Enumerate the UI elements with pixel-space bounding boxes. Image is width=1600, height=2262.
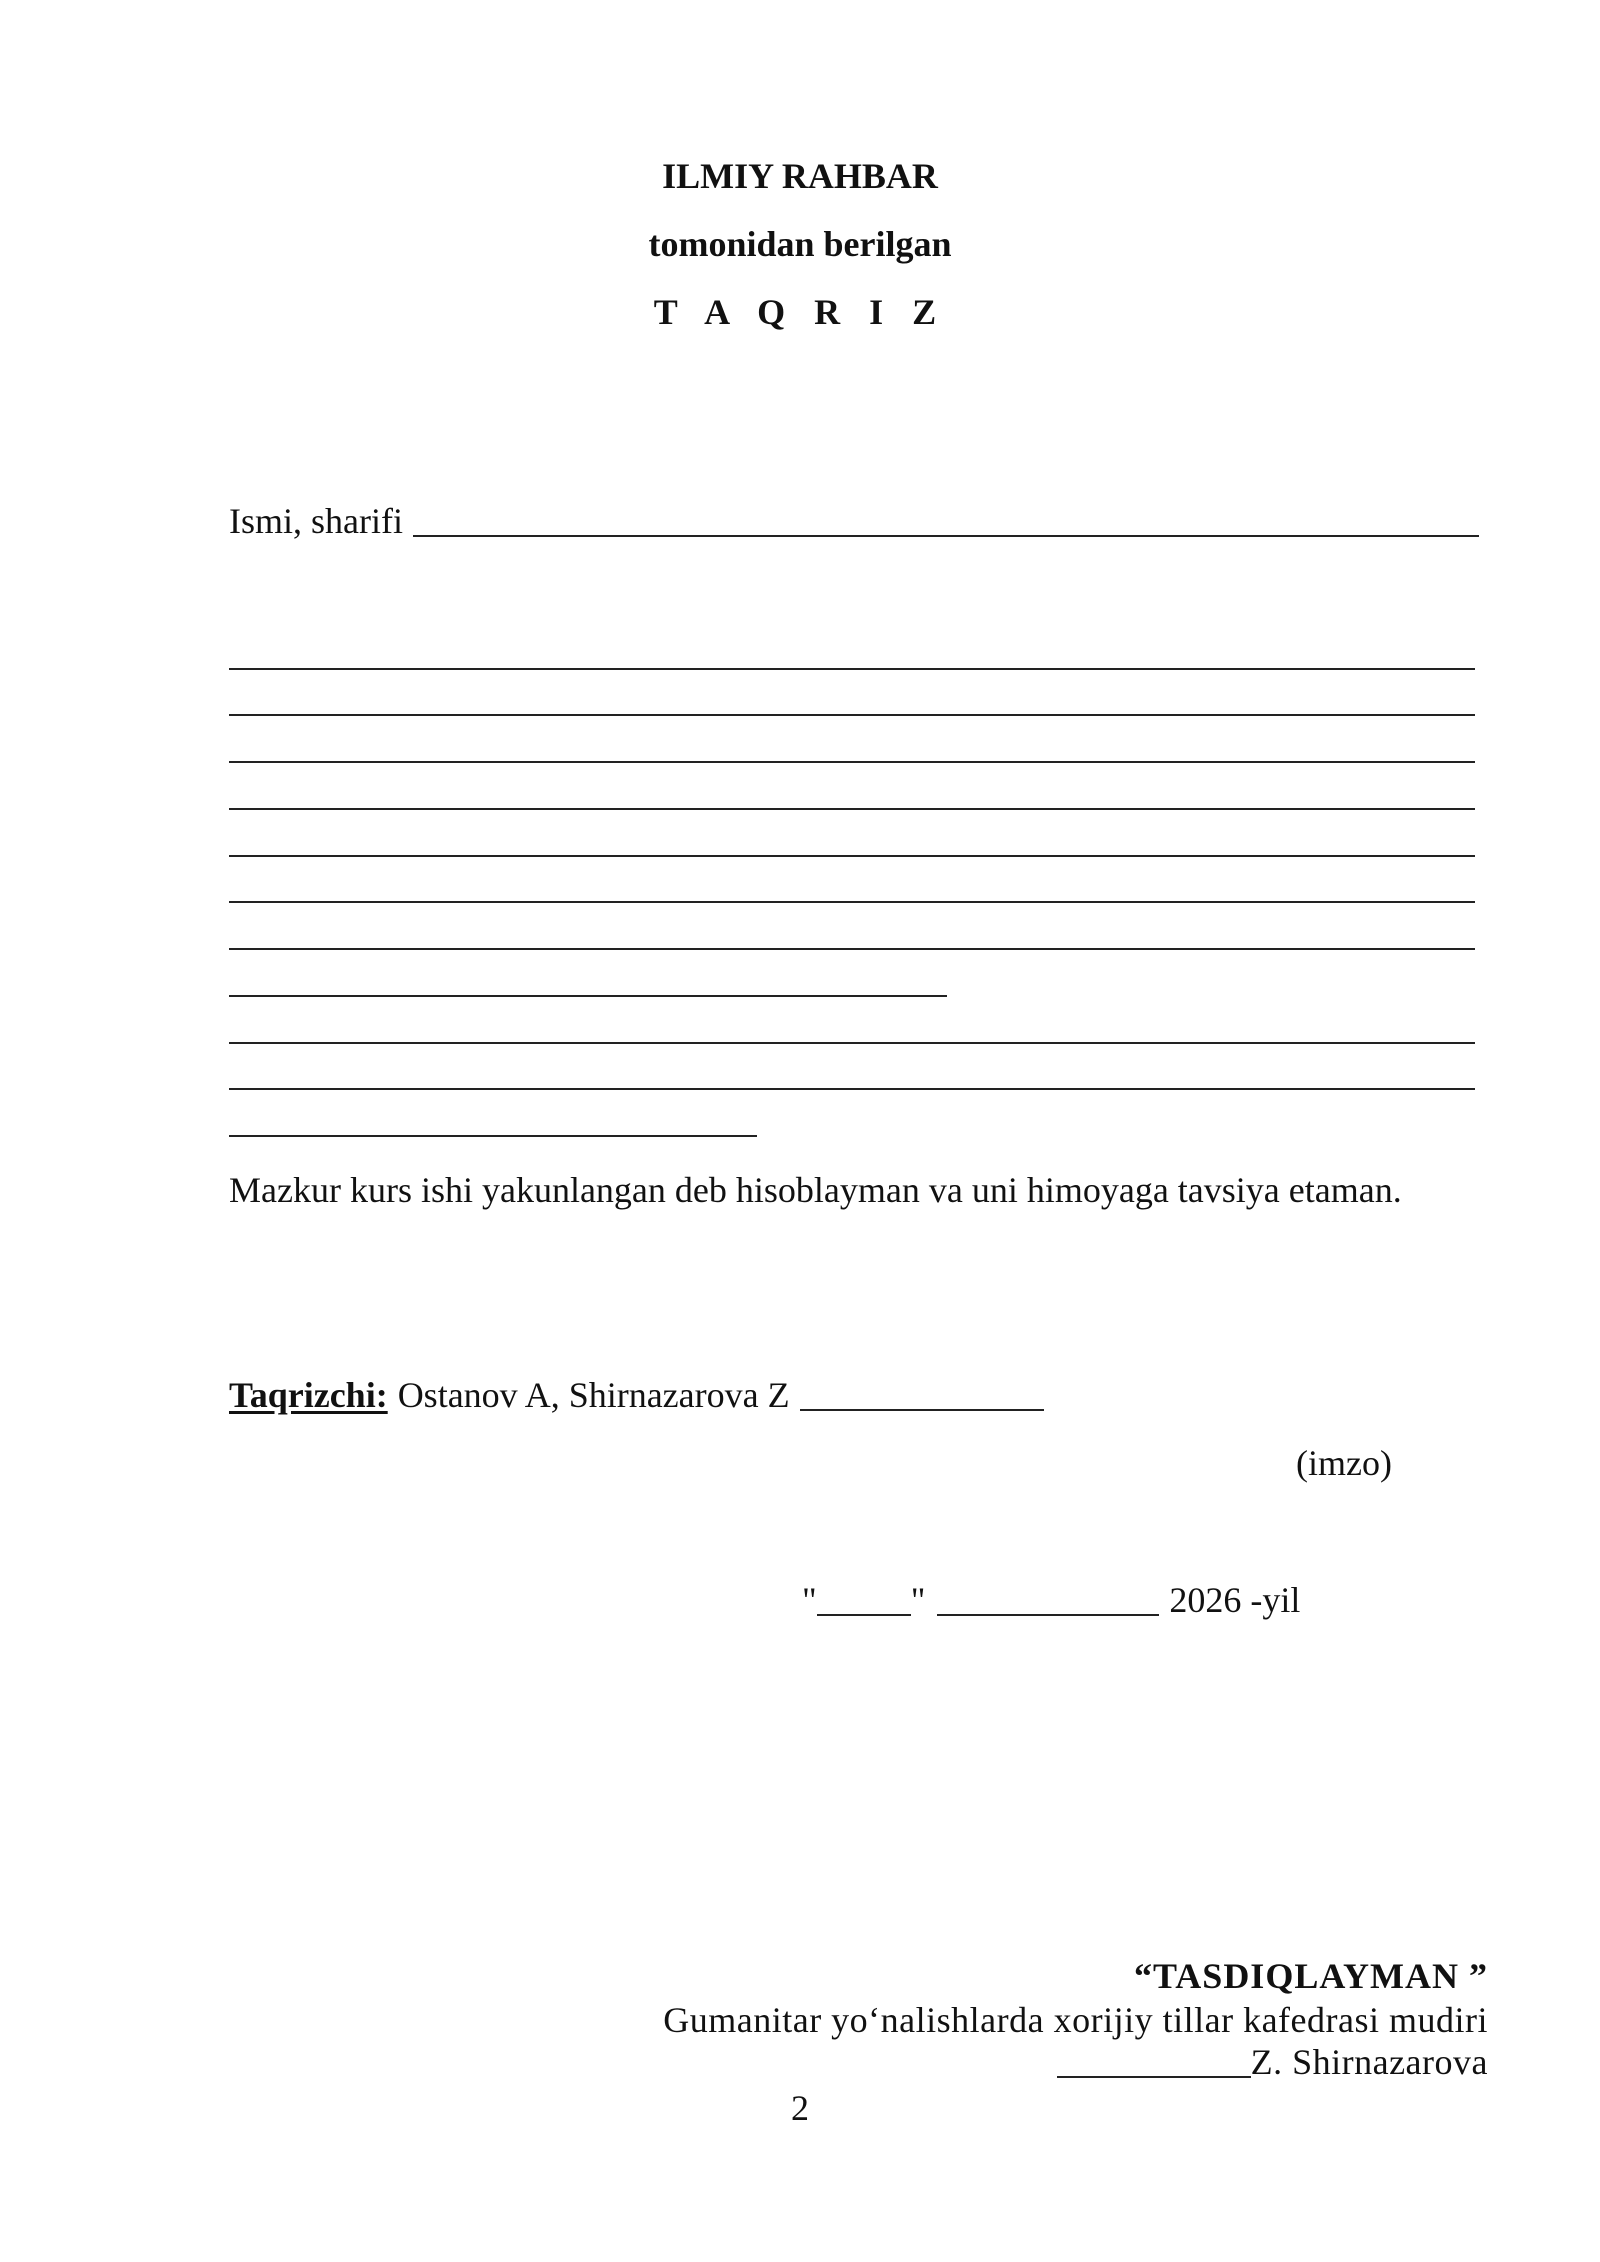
reviewer-signature-blank[interactable]: [800, 1377, 1044, 1411]
reviewer-row: [229, 1375, 1044, 1415]
review-blank-line[interactable]: [229, 761, 1475, 763]
document-title-line-1: ILMIY RAHBAR: [662, 156, 938, 196]
page-number: 2: [791, 2088, 809, 2128]
date-close-quote: ": [910, 1580, 926, 1620]
name-field-blank[interactable]: [413, 501, 1479, 537]
review-blank-line[interactable]: [229, 948, 1475, 950]
review-blank-line[interactable]: [229, 668, 1475, 670]
name-field-row: [229, 497, 1479, 541]
date-month-blank[interactable]: [937, 1582, 1159, 1616]
date-open-quote: ": [802, 1580, 817, 1620]
review-blank-line[interactable]: [229, 1088, 1475, 1090]
review-blank-line[interactable]: [229, 901, 1475, 903]
review-blank-line-short[interactable]: [229, 1135, 757, 1137]
approval-signature-blank[interactable]: [1057, 2044, 1251, 2078]
document-title-line-2: tomonidan berilgan: [648, 224, 952, 264]
approval-department: Gumanitar yo‘nalishlarda xorijiy tillar kafedrasi mudiri: [663, 2000, 1488, 2040]
review-blank-line[interactable]: [229, 855, 1475, 857]
review-blank-line[interactable]: [229, 808, 1475, 810]
review-blank-line-short[interactable]: [229, 995, 947, 997]
signature-caption: (imzo): [1296, 1443, 1392, 1483]
date-row: [802, 1580, 1300, 1620]
closing-statement: Mazkur kurs ishi yakunlangan deb hisoblayman va uni himoyaga tavsiya etaman.: [229, 1170, 1402, 1210]
review-blank-line[interactable]: [229, 1042, 1475, 1044]
approval-signature-row: [1057, 2042, 1488, 2082]
date-day-blank[interactable]: [817, 1582, 911, 1616]
reviewer-label: Taqrizchi:: [229, 1375, 388, 1415]
approval-signer: Z. Shirnazarova: [1250, 2042, 1488, 2082]
name-field-label: Ismi, sharifi: [229, 501, 403, 541]
date-year: 2026 -yil: [1169, 1580, 1301, 1620]
document-title-line-3: T A Q R I Z: [653, 292, 947, 332]
reviewer-names: Ostanov A, Shirnazarova Z: [397, 1375, 790, 1415]
review-blank-line[interactable]: [229, 714, 1475, 716]
approval-title: “TASDIQLAYMAN ”: [1133, 1956, 1488, 1996]
